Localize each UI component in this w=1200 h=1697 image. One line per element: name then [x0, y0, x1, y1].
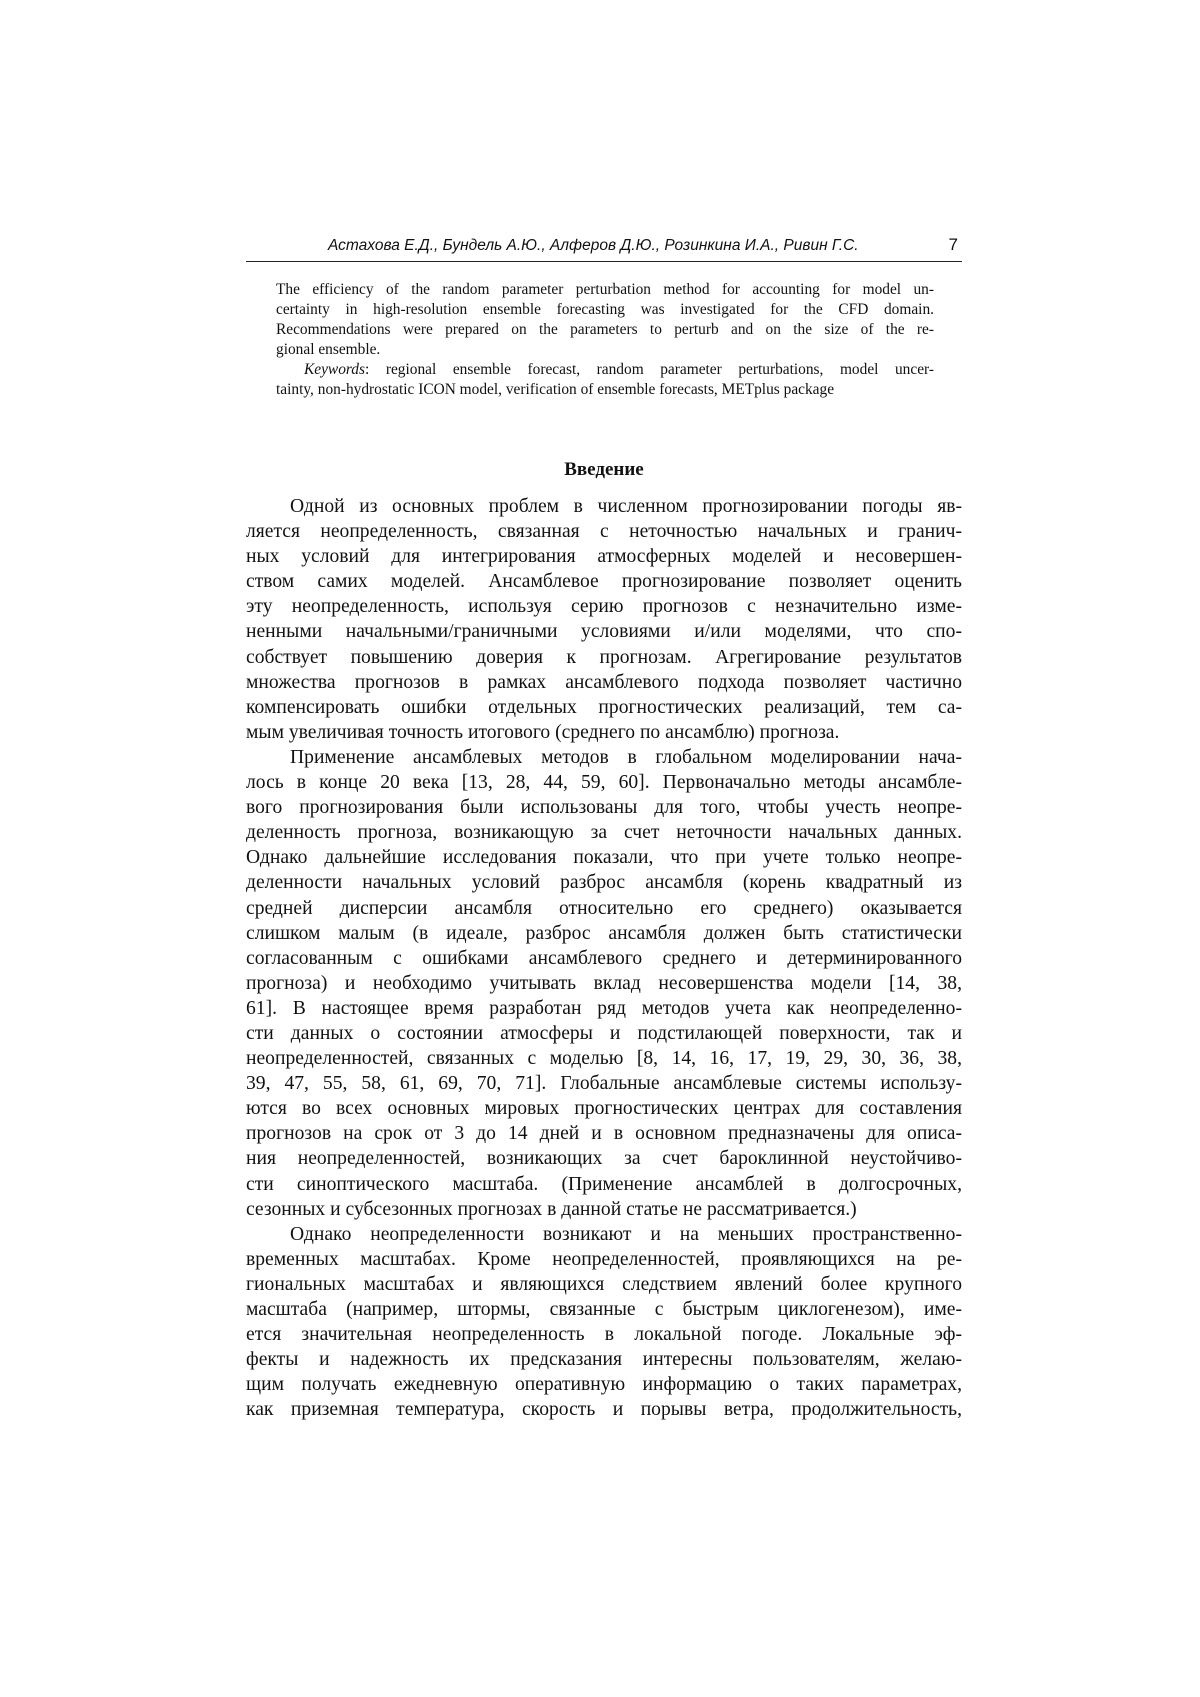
text-line: ством самих моделей. Ансамблевое прогнозирование позволяет оценить [246, 571, 962, 593]
abstract-line: gional ensemble. [276, 341, 381, 358]
text-line: множества прогнозов в рамках ансамблевого подхода позволяет частично [246, 671, 962, 693]
text-line: ются во всех основных мировых прогностических центрах для составления [246, 1098, 962, 1120]
abstract-line: certainty in high-resolution ensemble forecasting was investigated for the CFD domain. [276, 301, 934, 318]
text-line: деленность прогноза, возникающую за счет неточности начальных данных. [246, 822, 962, 844]
text-line: лось в конце 20 века [13, 28, 44, 59, 60]. Первоначально методы ансамбле- [246, 772, 962, 794]
text-line: фекты и надежность их предсказания интересны пользователям, желаю- [246, 1349, 962, 1371]
abstract-line: The efficiency of the random parameter perturbation method for accounting for model un- [276, 281, 934, 298]
text-line: 39, 47, 55, 58, 61, 69, 70, 71]. Глобальные ансамблевые системы использу- [246, 1073, 962, 1095]
text-line: эту неопределенность, используя серию прогнозов с незначительно изме- [246, 596, 962, 618]
keywords-line: tainty, non-hydrostatic ICON model, verification of ensemble forecasts, METplus package [276, 381, 835, 398]
text-line: мым увеличивая точность итогового (среднего по ансамблю) прогноза. [246, 721, 840, 743]
paragraph [246, 494, 962, 745]
page-number: 7 [948, 235, 958, 254]
running-head [246, 233, 962, 262]
text-line: ных условий для интегрирования атмосферных моделей и несовершен- [246, 546, 962, 568]
text-line: масштаба (например, штормы, связанные с быстрым циклогенезом), име- [246, 1299, 962, 1320]
text-line: согласованным с ошибками ансамблевого среднего и детерминированного [246, 947, 962, 969]
section-title: Введение [564, 459, 644, 480]
text-line: временных масштабах. Кроме неопределенностей, проявляющихся на ре- [246, 1248, 962, 1270]
running-head-authors: Астахова Е.Д., Бундель А.Ю., Алферов Д.Ю., Розинкина И.А., Ривин Г.С. [328, 237, 859, 254]
abstract [276, 280, 934, 400]
text-line: 61]. В настоящее время разработан ряд методов учета как неопределенно- [246, 997, 962, 1019]
text-line: вого прогнозирования были использованы для того, чтобы учесть неопре- [246, 797, 962, 819]
text-line: сти синоптического масштаба. (Применение ансамблей в долгосрочных, [246, 1173, 962, 1195]
text-line: Применение ансамблевых методов в глобальном моделировании нача- [290, 746, 962, 768]
text-line: ется значительная неопределенность в локальной погоде. Локальные эф- [246, 1324, 962, 1346]
text-line: слишком малым (в идеале, разброс ансамбля должен быть статистически [246, 922, 962, 944]
text-line: сезонных и субсезонных прогнозах в данной статье не рассматривается.) [246, 1198, 857, 1220]
text-line: ненными начальными/граничными условиями и/или моделями, что спо- [246, 621, 962, 643]
abstract-line: Recommendations were prepared on the parameters to perturb and on the size of the re- [276, 321, 934, 338]
text-line: собствует повышению доверия к прогнозам. Агрегирование результатов [246, 646, 962, 668]
text-line: как приземная температура, скорость и порывы ветра, продолжительность, [246, 1399, 962, 1421]
text-line: Однако неопределенности возникают и на меньших пространственно- [290, 1223, 962, 1245]
text-line: прогнозов на срок от 3 до 14 дней и в основном предназначены для описа- [246, 1123, 962, 1145]
text-line: щим получать ежедневную оперативную информацию о таких параметрах, [246, 1374, 962, 1396]
page [246, 0, 962, 1697]
paragraph [246, 745, 962, 1222]
text-line: компенсировать ошибки отдельных прогностических реализаций, тем са- [246, 696, 962, 718]
text-line: ния неопределенностей, возникающих за счет бароклинной неустойчиво- [246, 1148, 962, 1170]
keywords-text: : regional ensemble forecast, random parameter perturbations, model uncer- [365, 361, 934, 378]
keywords-line [276, 360, 934, 380]
text-line: прогноза) и необходимо учитывать вклад несовершенства модели [14, 38, [246, 972, 962, 994]
text-line: Одной из основных проблем в численном прогнозировании погоды яв- [290, 496, 962, 517]
text-line: неопределенностей, связанных с моделью [8, 14, 16, 17, 19, 29, 30, 36, 38, [246, 1048, 962, 1070]
text-line: ляется неопределенность, связанная с неточностью начальных и гранич- [246, 521, 962, 543]
body-text [246, 494, 962, 1422]
text-line: сти данных о состоянии атмосферы и подстилающей поверхности, так и [246, 1022, 962, 1044]
text-line: деленности начальных условий разброс ансамбля (корень квадратный из [246, 872, 962, 894]
keywords-label: Keywords [304, 361, 365, 378]
text-line: гиональных масштабах и являющихся следствием явлений более крупного [246, 1273, 962, 1295]
paragraph [246, 1222, 962, 1423]
text-line: средней дисперсии ансамбля относительно его среднего) оказывается [246, 897, 962, 919]
text-line: Однако дальнейшие исследования показали, что при учете только неопре- [246, 847, 962, 869]
